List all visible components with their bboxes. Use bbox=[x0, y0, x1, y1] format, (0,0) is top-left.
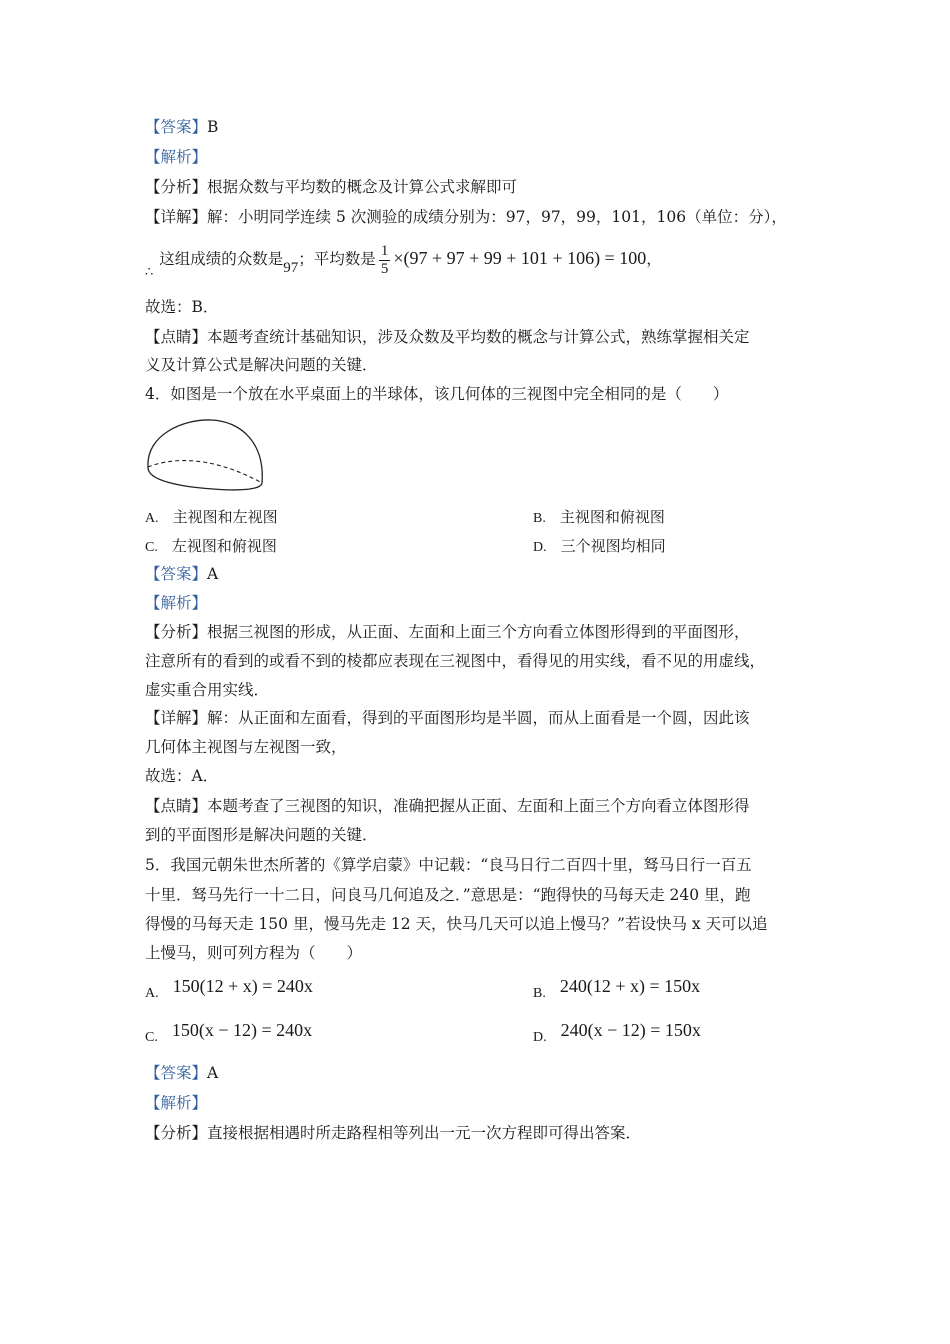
xiangjie-tag: 【详解】 bbox=[145, 709, 208, 727]
fenxi-tag: 【分析】 bbox=[145, 1124, 208, 1142]
fraction-numerator: 1 bbox=[380, 242, 389, 259]
option-letter: B. bbox=[533, 511, 546, 526]
q4-xiangjie-line-1 bbox=[145, 708, 750, 728]
option-equation: 240(x − 12) = 150x bbox=[560, 1020, 701, 1040]
q3-jiexi-tag: 【解析】 bbox=[145, 148, 208, 166]
q4-fenxi-line-1 bbox=[145, 622, 750, 642]
fenxi-tag: 【分析】 bbox=[145, 623, 208, 641]
answer-value: A bbox=[207, 1064, 219, 1082]
answer-tag: 【答案】 bbox=[145, 565, 208, 583]
q4-fenxi-line-2: 注意所有的看到的或看不到的棱都应表现在三视图中，看得见的用实线，看不见的用虚线， bbox=[145, 652, 766, 670]
q4-option-d bbox=[533, 535, 666, 556]
fenxi-text-1: 根据三视图的形成，从正面、左面和上面三个方向看立体图形得到的平面图形， bbox=[207, 623, 750, 641]
q5-option-a bbox=[145, 976, 313, 1001]
q4-dianjing-line-1 bbox=[145, 796, 750, 816]
xiangjie-tag: 【详解】 bbox=[145, 208, 208, 226]
option-letter: A. bbox=[145, 986, 159, 1001]
q3-fenxi-line bbox=[145, 177, 517, 197]
q5-jiexi-tag: 【解析】 bbox=[145, 1094, 208, 1112]
q3-formula-line bbox=[145, 236, 662, 280]
answer-value: A bbox=[207, 565, 219, 583]
option-letter: A. bbox=[145, 511, 159, 526]
q5-answer-line bbox=[145, 1063, 218, 1083]
q3-choice: 故选：B． bbox=[145, 298, 219, 316]
mean-text: ；平均数是 bbox=[298, 250, 376, 268]
mean-end: ， bbox=[646, 250, 662, 268]
q4-dianjing-line-2: 到的平面图形是解决问题的关键． bbox=[145, 826, 378, 844]
mean-expression: ×(97 + 97 + 99 + 101 + 106) = 100 bbox=[393, 248, 647, 268]
option-letter: B. bbox=[533, 986, 546, 1001]
q3-dianjing-line-2: 义及计算公式是解决问题的关键． bbox=[145, 356, 378, 374]
q5-option-c bbox=[145, 1020, 313, 1045]
mode-value: 97 bbox=[283, 260, 299, 276]
q4-option-a bbox=[145, 506, 278, 527]
q4-stem: 4．如图是一个放在水平桌面上的半球体，该几何体的三视图中完全相同的是（ ） bbox=[145, 385, 729, 403]
answer-tag: 【答案】 bbox=[145, 1064, 208, 1082]
q4-option-c bbox=[145, 535, 277, 556]
option-text: 三个视图均相同 bbox=[560, 537, 666, 555]
q4-choice: 故选：A． bbox=[145, 767, 219, 785]
mode-text: 这组成绩的众数是 bbox=[159, 250, 284, 268]
q4-fenxi-line-3: 虚实重合用实线． bbox=[145, 681, 270, 699]
q4-xiangjie-line-2: 几何体主视图与左视图一致， bbox=[145, 738, 347, 756]
q4-jiexi-tag: 【解析】 bbox=[145, 594, 208, 612]
answer-value: B bbox=[207, 118, 219, 136]
answer-tag: 【答案】 bbox=[145, 118, 208, 136]
fenxi-text: 根据众数与平均数的概念及计算公式求解即可 bbox=[207, 178, 518, 196]
option-letter: D. bbox=[533, 1030, 547, 1045]
q5-stem-line-3: 得慢的马每天走 150 里，慢马先走 12 天，快马几天可以追上慢马？”若设快马 x 天可以追 bbox=[145, 915, 768, 933]
fraction-denominator: 5 bbox=[380, 260, 389, 277]
dianjing-text-1: 本题考查了三视图的知识，准确把握从正面、左面和上面三个方向看立体图形得 bbox=[207, 797, 750, 815]
q3-dianjing-line-1 bbox=[145, 327, 750, 347]
option-equation: 240(12 + x) = 150x bbox=[559, 976, 701, 996]
q5-option-b bbox=[533, 976, 701, 1001]
q3-xiangjie-line bbox=[145, 207, 787, 227]
q4-option-b bbox=[533, 506, 665, 527]
option-letter: C. bbox=[145, 1030, 158, 1045]
dianjing-tag: 【点睛】 bbox=[145, 328, 208, 346]
q5-stem-line-2: 十里．驽马先行一十二日，问良马几何追及之．”意思是：“跑得快的马每天走 240 里，跑 bbox=[145, 886, 751, 904]
option-letter: C. bbox=[145, 540, 158, 555]
q5-option-d bbox=[533, 1020, 701, 1045]
option-text: 主视图和俯视图 bbox=[559, 508, 665, 526]
option-equation: 150(12 + x) = 240x bbox=[172, 976, 313, 996]
q4-answer-line bbox=[145, 564, 218, 584]
option-letter: D. bbox=[533, 540, 547, 555]
xiangjie-text-1: 解：从正面和左面看，得到的平面图形均是半圆，而从上面看是一个圆，因此该 bbox=[207, 709, 750, 727]
dianjing-text-1: 本题考查统计基础知识，涉及众数及平均数的概念与计算公式，熟练掌握相关定 bbox=[207, 328, 750, 346]
option-text: 左视图和俯视图 bbox=[171, 537, 277, 555]
option-equation: 150(x − 12) = 240x bbox=[171, 1020, 313, 1040]
fenxi-tag: 【分析】 bbox=[145, 178, 208, 196]
q5-fenxi-line bbox=[145, 1123, 641, 1143]
q5-stem-line-4: 上慢马，则可列方程为（ ） bbox=[145, 944, 363, 962]
q5-stem-line-1: 5．我国元朝朱世杰所著的《算学启蒙》中记载：“良马日行二百四十里，驽马日行一百五 bbox=[145, 856, 752, 874]
dianjing-tag: 【点睛】 bbox=[145, 797, 208, 815]
fenxi-text: 直接根据相遇时所走路程相等列出一元一次方程即可得出答案． bbox=[207, 1124, 642, 1142]
therefore-symbol: ∴ bbox=[145, 265, 154, 280]
hemisphere-figure-icon bbox=[143, 415, 268, 497]
xiangjie-text: 解：小明同学连续 5 次测验的成绩分别为：97，97，99，101，106（单位：分）， bbox=[207, 208, 787, 226]
q3-answer-line bbox=[145, 117, 218, 137]
one-fifth-fraction bbox=[379, 243, 391, 278]
option-text: 主视图和左视图 bbox=[172, 508, 278, 526]
